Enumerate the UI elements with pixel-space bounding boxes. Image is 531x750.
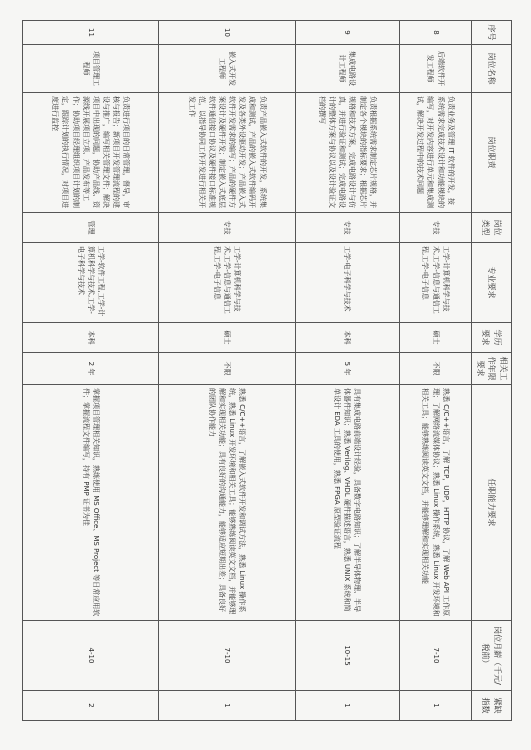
cell-salary: 4-10: [23, 621, 159, 691]
header-edu: 学历要求: [472, 323, 512, 353]
cell-duty: 负责业务及管理 IT 软件的开发，按系统需求完成技术设计和功能模块的编写，对开发内容进行单元和集成测试，解决开发过程中的技术问题: [399, 93, 471, 213]
cell-type: 专技: [295, 213, 399, 243]
header-index: 序号: [472, 21, 512, 45]
cell-type: 专技: [159, 213, 295, 243]
cell-salary: 7-10: [399, 621, 471, 691]
cell-index: 10: [159, 21, 295, 45]
cell-edu: 硕士: [159, 323, 295, 353]
cell-duty: 负责产品嵌入式软件的开发，系统集成和测试，产品的嵌入式软件编码开发及各类外设驱动开发；产品嵌入式软件开发需求的编写；产品的硬件方案设计及硬件开发；制定嵌入式底层软件通信接口协议及硬件接口标准规范，以指导协同工作开发进行相关开发工作: [159, 93, 295, 213]
cell-name: 项目管理工程师: [23, 45, 159, 93]
header-row: [472, 21, 512, 721]
cell-index: 8: [399, 21, 471, 45]
cell-index: 11: [23, 21, 159, 45]
cell-name: 嵌入式开发工程师: [159, 45, 295, 93]
cell-ability: 具有集成电路前端设计经验，具备数字电路知识；了解半导体物理、半导体器件知识；熟悉 Verilog、VHDL 硬件描述语言，熟悉 UNIX 系统和简单设计 EDA 工具的使用，熟悉 FPGA 原型验证流程: [295, 385, 399, 621]
cell-exp: 2 年: [23, 353, 159, 385]
cell-major: 工学-电子科学与技术: [295, 243, 399, 323]
cell-exp: 不限: [399, 353, 471, 385]
cell-urgency: 1: [399, 691, 471, 721]
cell-urgency: 2: [23, 691, 159, 721]
cell-duty: 负责根据系统需求制定芯片规格，并制定各个模块的指标要求；根据芯片规格和技术方案，完成电路设计与仿真，并进行验证和测试；完成电路设计的整体方案与协议以及设计验证文档的撰写: [295, 93, 399, 213]
cell-urgency: 1: [295, 691, 399, 721]
header-type: 岗位类型: [472, 213, 512, 243]
cell-exp: 5 年: [295, 353, 399, 385]
cell-salary: 10-15: [295, 621, 399, 691]
cell-urgency: 1: [159, 691, 295, 721]
cell-type: 管理: [23, 213, 159, 243]
cell-edu: 本科: [23, 323, 159, 353]
rotated-table-sheet: [22, 20, 512, 720]
table-row: [399, 21, 471, 721]
cell-name: 后端软件开发工程师: [399, 45, 471, 93]
header-exp: 相关工作年限要求: [472, 353, 512, 385]
job-requirements-table: [22, 20, 512, 721]
header-salary: 岗位月薪（千元/税前）: [472, 621, 512, 691]
header-name: 岗位名称: [472, 45, 512, 93]
cell-ability: 熟悉 C/C++语言，了解 TCP，UDP，HTTP 协议，了解 Web API 工作原理；了解网络流媒体协议；熟悉 Linux 操作系统，熟悉 Linux 开发环境和相关工具；能够熟练阅读英文文档，并能够理解和实现相关功能: [399, 385, 471, 621]
header-ability: 任职能力要求: [472, 385, 512, 621]
cell-major: 工学-软件工程,工学-计算机科学与技术,工学-电子科学与技术: [23, 243, 159, 323]
cell-major: 工学-计算机科学与技术,工学-信息与通信工程,工学-电子信息: [399, 243, 471, 323]
cell-salary: 7-10: [159, 621, 295, 691]
cell-exp: 不限: [159, 353, 295, 385]
table-row: [23, 21, 159, 721]
table-row: [295, 21, 399, 721]
cell-ability: 熟悉 C/C++语言，了解嵌入式软件开发和调试方法，熟悉 Linux 操作系统，熟悉 Linux 开发环境和相关工具；能够熟练阅读英文文档，并能够理解和实现相关功能；具有良好的沟通能力，能够适应短期出差；具备良好的团队协作能力: [159, 385, 295, 621]
cell-duty: 负责进行项目的日常管理，督导，审核与报告；新项目开发管理流程的建设与推广，编写相关管理文件；解决项目中出现的问题，协助产品线、资源线开展项目立项、产品发布等工作；协助项目经理组织项目计划的制定，跟踪计划的执行情况，对项目进度进行监控: [23, 93, 159, 213]
cell-edu: 硕士: [399, 323, 471, 353]
cell-ability: 掌握项目管理相关知识，熟练使用 MS Office、MS Project 等日常应用软件；掌握流程文件编写，持有 PMP 证书为佳: [23, 385, 159, 621]
header-major: 专业要求: [472, 243, 512, 323]
cell-major: 工学-计算机科学与技术,工学-信息与通信工程,工学-电子信息: [159, 243, 295, 323]
table-row: [159, 21, 295, 721]
header-urgency: 紧缺指数: [472, 691, 512, 721]
cell-index: 9: [295, 21, 399, 45]
cell-edu: 本科: [295, 323, 399, 353]
cell-type: 专技: [399, 213, 471, 243]
header-duty: 岗位职责: [472, 93, 512, 213]
cell-name: 集成电路设计工程师: [295, 45, 399, 93]
